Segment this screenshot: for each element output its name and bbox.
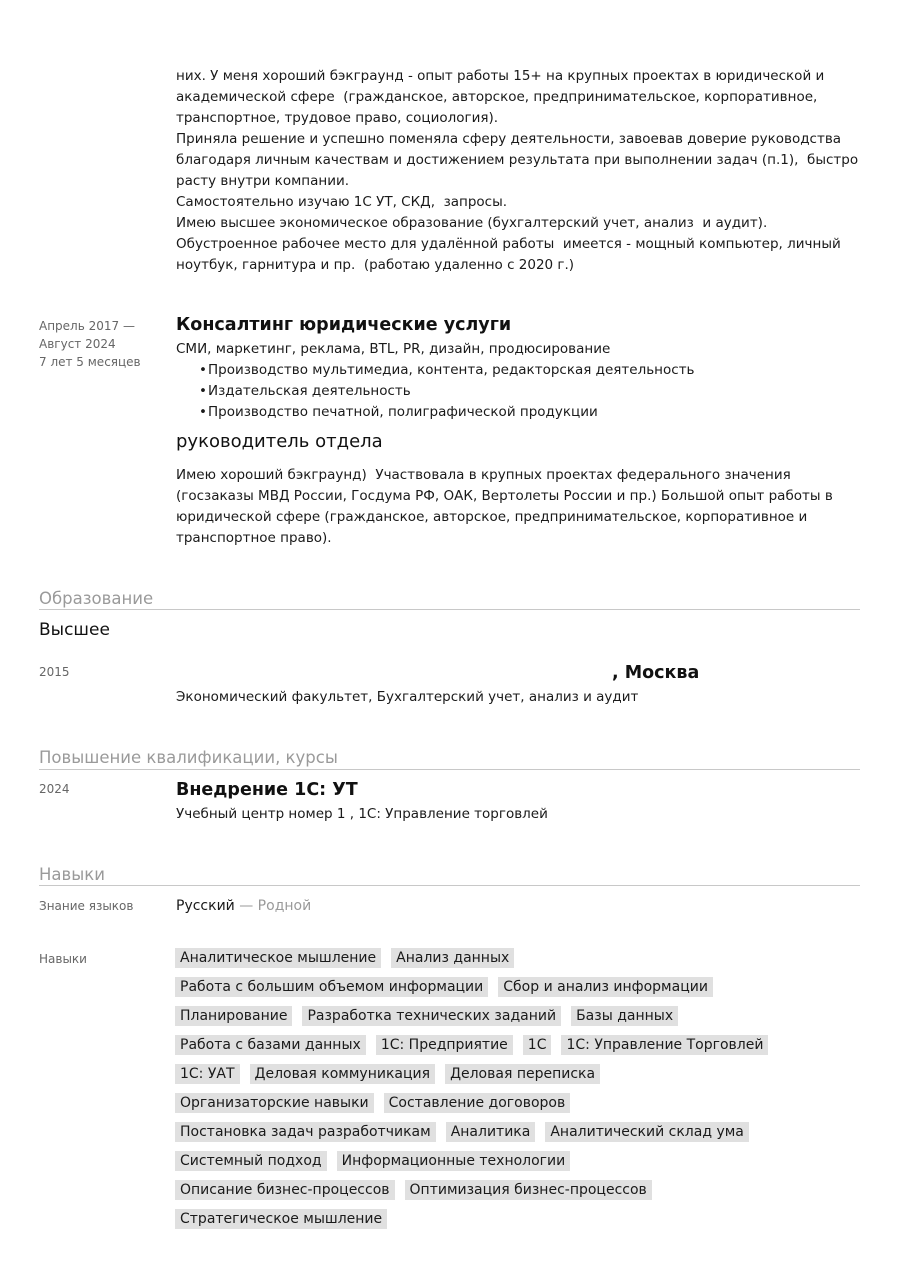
skill-tag: Оптимизация бизнес-процессов (405, 1180, 652, 1200)
job-description-line: транспортное право). (176, 530, 332, 546)
skill-tag: Системный подход (175, 1151, 327, 1171)
skill-tag: Деловая коммуникация (250, 1064, 436, 1084)
skill-tag: Информационные технологии (337, 1151, 571, 1171)
job-period-start: Апрель 2017 — (39, 319, 135, 333)
skills-label: Навыки (39, 952, 87, 966)
skill-tag: Аналитика (446, 1122, 536, 1142)
skills-row (175, 1151, 865, 1171)
skills-row (175, 1006, 865, 1026)
skill-tag: Организаторские навыки (175, 1093, 374, 1113)
skill-tag: Аналитическое мышление (175, 948, 381, 968)
skill-tag: Описание бизнес-процессов (175, 1180, 395, 1200)
summary-line: расту внутри компании. (176, 173, 350, 189)
skill-tag: Планирование (175, 1006, 292, 1026)
skill-tag: 1С (523, 1035, 552, 1055)
education-divider (39, 609, 860, 610)
skill-tag: Анализ данных (391, 948, 514, 968)
education-institution-city: , Москва (612, 663, 700, 683)
skills-row (175, 1180, 865, 1200)
education-faculty: Экономический факультет, Бухгалтерский учет, анализ и аудит (176, 689, 639, 705)
skills-row (175, 1122, 865, 1142)
summary-line: академической сфере (гражданское, авторское, предпринимательское, корпоративное, (176, 89, 818, 105)
industry-bullet-text: Издательская деятельность (208, 383, 411, 399)
language-entry (176, 898, 311, 914)
language-name: Русский (176, 898, 235, 914)
job-description-line: (госзаказы МВД России, Госдума РФ, ОАК, Вертолеты России и пр.) Большой опыт работы в (176, 488, 833, 504)
job-duration: 7 лет 5 месяцев (39, 355, 141, 369)
job-period-end: Август 2024 (39, 337, 116, 351)
skills-divider (39, 885, 860, 886)
industry-bullet-text: Производство печатной, полиграфической продукции (208, 404, 598, 420)
education-level: Высшее (39, 620, 110, 640)
industry-bullet (176, 402, 856, 423)
summary-line: Самостоятельно изучаю 1С УТ, СКД, запросы. (176, 194, 508, 210)
skill-tag: 1С: УАТ (175, 1064, 240, 1084)
job-position: руководитель отдела (176, 431, 383, 452)
job-industry: СМИ, маркетинг, реклама, BTL, PR, дизайн, продюсирование (176, 341, 611, 357)
skill-tag: Постановка задач разработчикам (175, 1122, 436, 1142)
skill-tag: Аналитический склад ума (545, 1122, 749, 1142)
education-year: 2015 (39, 665, 70, 679)
job-industry-list (176, 360, 856, 423)
job-description-line: Имею хороший бэкграунд) Участвовала в крупных проектах федерального значения (176, 467, 791, 483)
skill-tag: Сбор и анализ информации (498, 977, 713, 997)
course-year: 2024 (39, 782, 70, 796)
education-section-title: Образование (39, 589, 154, 608)
skill-tag: Разработка технических заданий (302, 1006, 561, 1026)
experience-summary (176, 66, 876, 276)
skill-tag: Базы данных (571, 1006, 678, 1026)
industry-bullet (176, 381, 856, 402)
summary-line: Обустроенное рабочее место для удалённой работы имеется - мощный компьютер, личный (176, 236, 841, 252)
skill-tag: Работа с базами данных (175, 1035, 366, 1055)
summary-line: благодаря личным качествам и достижением результата при выполнении задач (п.1), быстро (176, 152, 859, 168)
summary-line: Приняла решение и успешно поменяла сферу деятельности, завоевав доверие руководства (176, 131, 842, 147)
skill-tag: 1С: Предприятие (376, 1035, 513, 1055)
skills-row (175, 1064, 865, 1084)
skills-row (175, 977, 865, 997)
skill-tag: Работа с большим объемом информации (175, 977, 488, 997)
courses-section-title: Повышение квалификации, курсы (39, 748, 338, 767)
skill-tag: Деловая переписка (445, 1064, 600, 1084)
languages-label: Знание языков (39, 899, 134, 913)
summary-line: них. У меня хороший бэкграунд - опыт работы 15+ на крупных проектах в юридической и (176, 68, 825, 84)
job-description (176, 465, 876, 549)
skill-tag: Стратегическое мышление (175, 1209, 387, 1229)
job-period (39, 317, 169, 371)
summary-line: транспортное, трудовое право, социология). (176, 110, 499, 126)
summary-line: Имею высшее экономическое образование (бухгалтерский учет, анализ и аудит). (176, 215, 768, 231)
industry-bullet-text: Производство мультимедиа, контента, редакторская деятельность (208, 362, 695, 378)
skills-section-title: Навыки (39, 865, 105, 884)
skills-row (175, 1209, 865, 1229)
course-details: Учебный центр номер 1 , 1С: Управление торговлей (176, 806, 548, 822)
skills-list (175, 948, 865, 1238)
job-description-line: юридической сфере (гражданское, авторское, предпринимательское, корпоративное и (176, 509, 808, 525)
skills-row (175, 948, 865, 968)
language-level: — Родной (234, 898, 312, 914)
skills-row (175, 1035, 865, 1055)
industry-bullet (176, 360, 856, 381)
skills-row (175, 1093, 865, 1113)
skill-tag: Составление договоров (384, 1093, 571, 1113)
courses-divider (39, 769, 860, 770)
course-title: Внедрение 1С: УТ (176, 780, 358, 800)
job-company: Консалтинг юридические услуги (176, 315, 512, 335)
skill-tag: 1С: Управление Торговлей (561, 1035, 768, 1055)
summary-line: ноутбук, гарнитура и пр. (работаю удаленно с 2020 г.) (176, 257, 575, 273)
